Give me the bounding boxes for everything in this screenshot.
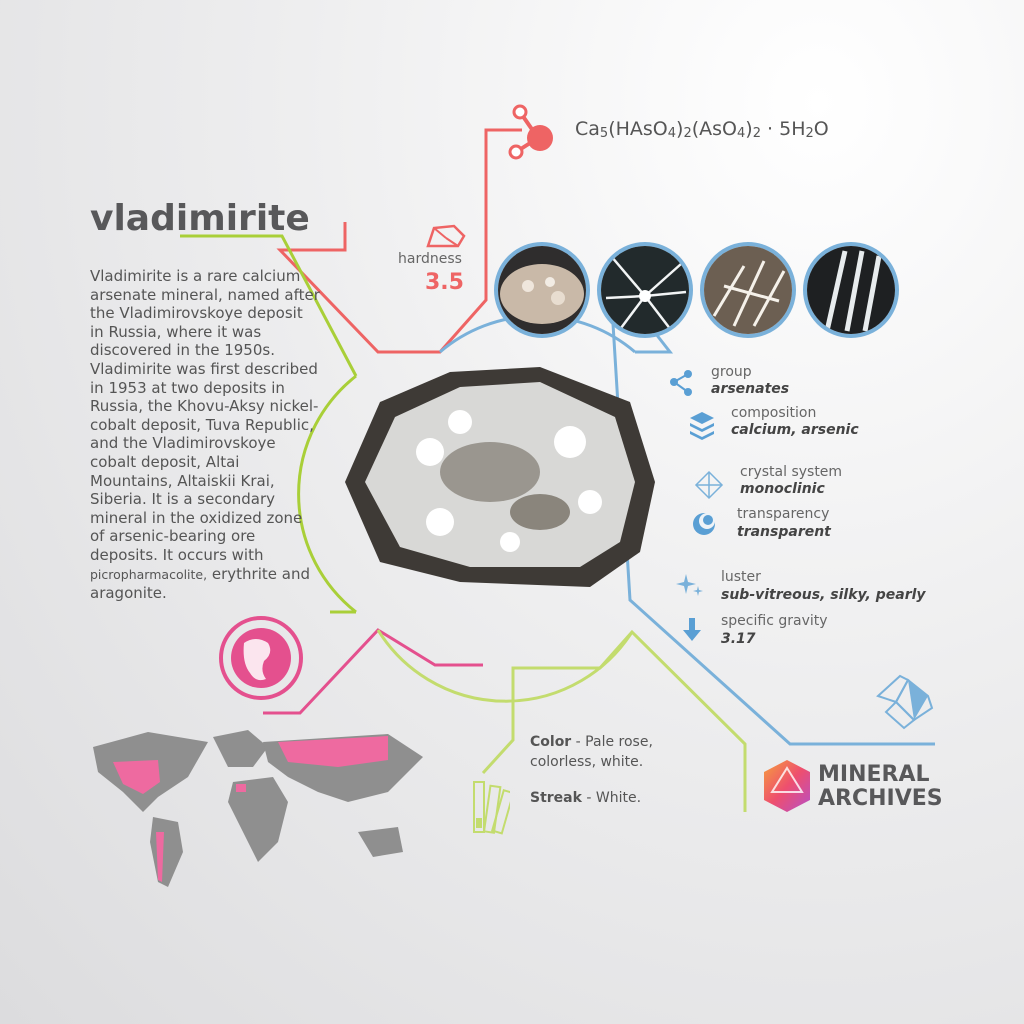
- mineral-description: [90, 267, 320, 603]
- chemical-formula: $Ca_5(HAsO_4)_2(AsO_4)_2 \cdot 5H_2O$: [575, 118, 829, 141]
- arrow-down-icon: [682, 616, 702, 647]
- world-map: [88, 722, 428, 897]
- description-main: Vladimirite is a rare calcium arsenate mineral, named after the Vladimirovskoye deposit in Russia, where it was discovered in the 1950s. Vladimirite was first described in 1953 at two deposits in Russia, the Khovu-Aksy nickel-cobalt deposit, Tuva Republic, and the Vladimirovskoye cobalt deposit, Altai Mountains, Altaiskii Krai, Siberia. It is a secondary mineral in the oxidized zone of arsenic-bearing ore deposits. It occurs with: [90, 267, 320, 564]
- color-label: Color: [530, 734, 572, 750]
- crystal-logo-icon: [874, 672, 940, 737]
- color-value: - Pale rose, colorless, white.: [530, 734, 653, 770]
- crystal-system-value: monoclinic: [740, 481, 825, 497]
- specimen-thumb-3: [700, 242, 796, 338]
- luster-label: luster: [721, 569, 761, 585]
- brand-line2: ARCHIVES: [818, 786, 943, 811]
- description-small: picropharmacolite,: [90, 566, 208, 582]
- specimen-thumb-1: [494, 242, 590, 338]
- description-end: erythrite and aragonite.: [90, 564, 310, 603]
- color-info: [530, 732, 690, 772]
- group-icon: [668, 368, 696, 403]
- specimen-photo: [340, 362, 660, 592]
- specimen-thumb-4: [803, 242, 899, 338]
- specific-gravity-label: specific gravity: [721, 613, 828, 629]
- streak-value: - White.: [581, 790, 642, 806]
- composition-value: calcium, arsenic: [731, 422, 859, 438]
- hardness-label: hardness: [398, 251, 462, 267]
- brand-line1: MINERAL: [818, 762, 930, 787]
- transparency-value: transparent: [737, 524, 831, 540]
- crystal-system-label: crystal system: [740, 464, 843, 480]
- sparkle-icon: [676, 572, 706, 607]
- luster-value: sub-vitreous, silky, pearly: [721, 587, 926, 603]
- brand-logo-icon: [760, 758, 814, 819]
- crystal-icon: [694, 470, 724, 505]
- globe-icon: [216, 613, 306, 708]
- hardness-value: 3.5: [425, 270, 464, 295]
- group-label: group: [711, 364, 752, 380]
- streak-info: [530, 790, 641, 806]
- streak-label: Streak: [530, 790, 582, 806]
- transparency-icon: [691, 511, 717, 542]
- mineral-name: vladimirite: [90, 198, 310, 239]
- swatch-icon: [470, 778, 510, 843]
- molecule-icon: [502, 104, 564, 167]
- brand-name: [818, 763, 943, 811]
- transparency-label: transparency: [737, 506, 830, 522]
- specific-gravity-value: 3.17: [721, 631, 756, 647]
- specimen-thumb-2: [597, 242, 693, 338]
- group-value: arsenates: [711, 381, 790, 397]
- composition-label: composition: [731, 405, 817, 421]
- layers-icon: [688, 410, 716, 445]
